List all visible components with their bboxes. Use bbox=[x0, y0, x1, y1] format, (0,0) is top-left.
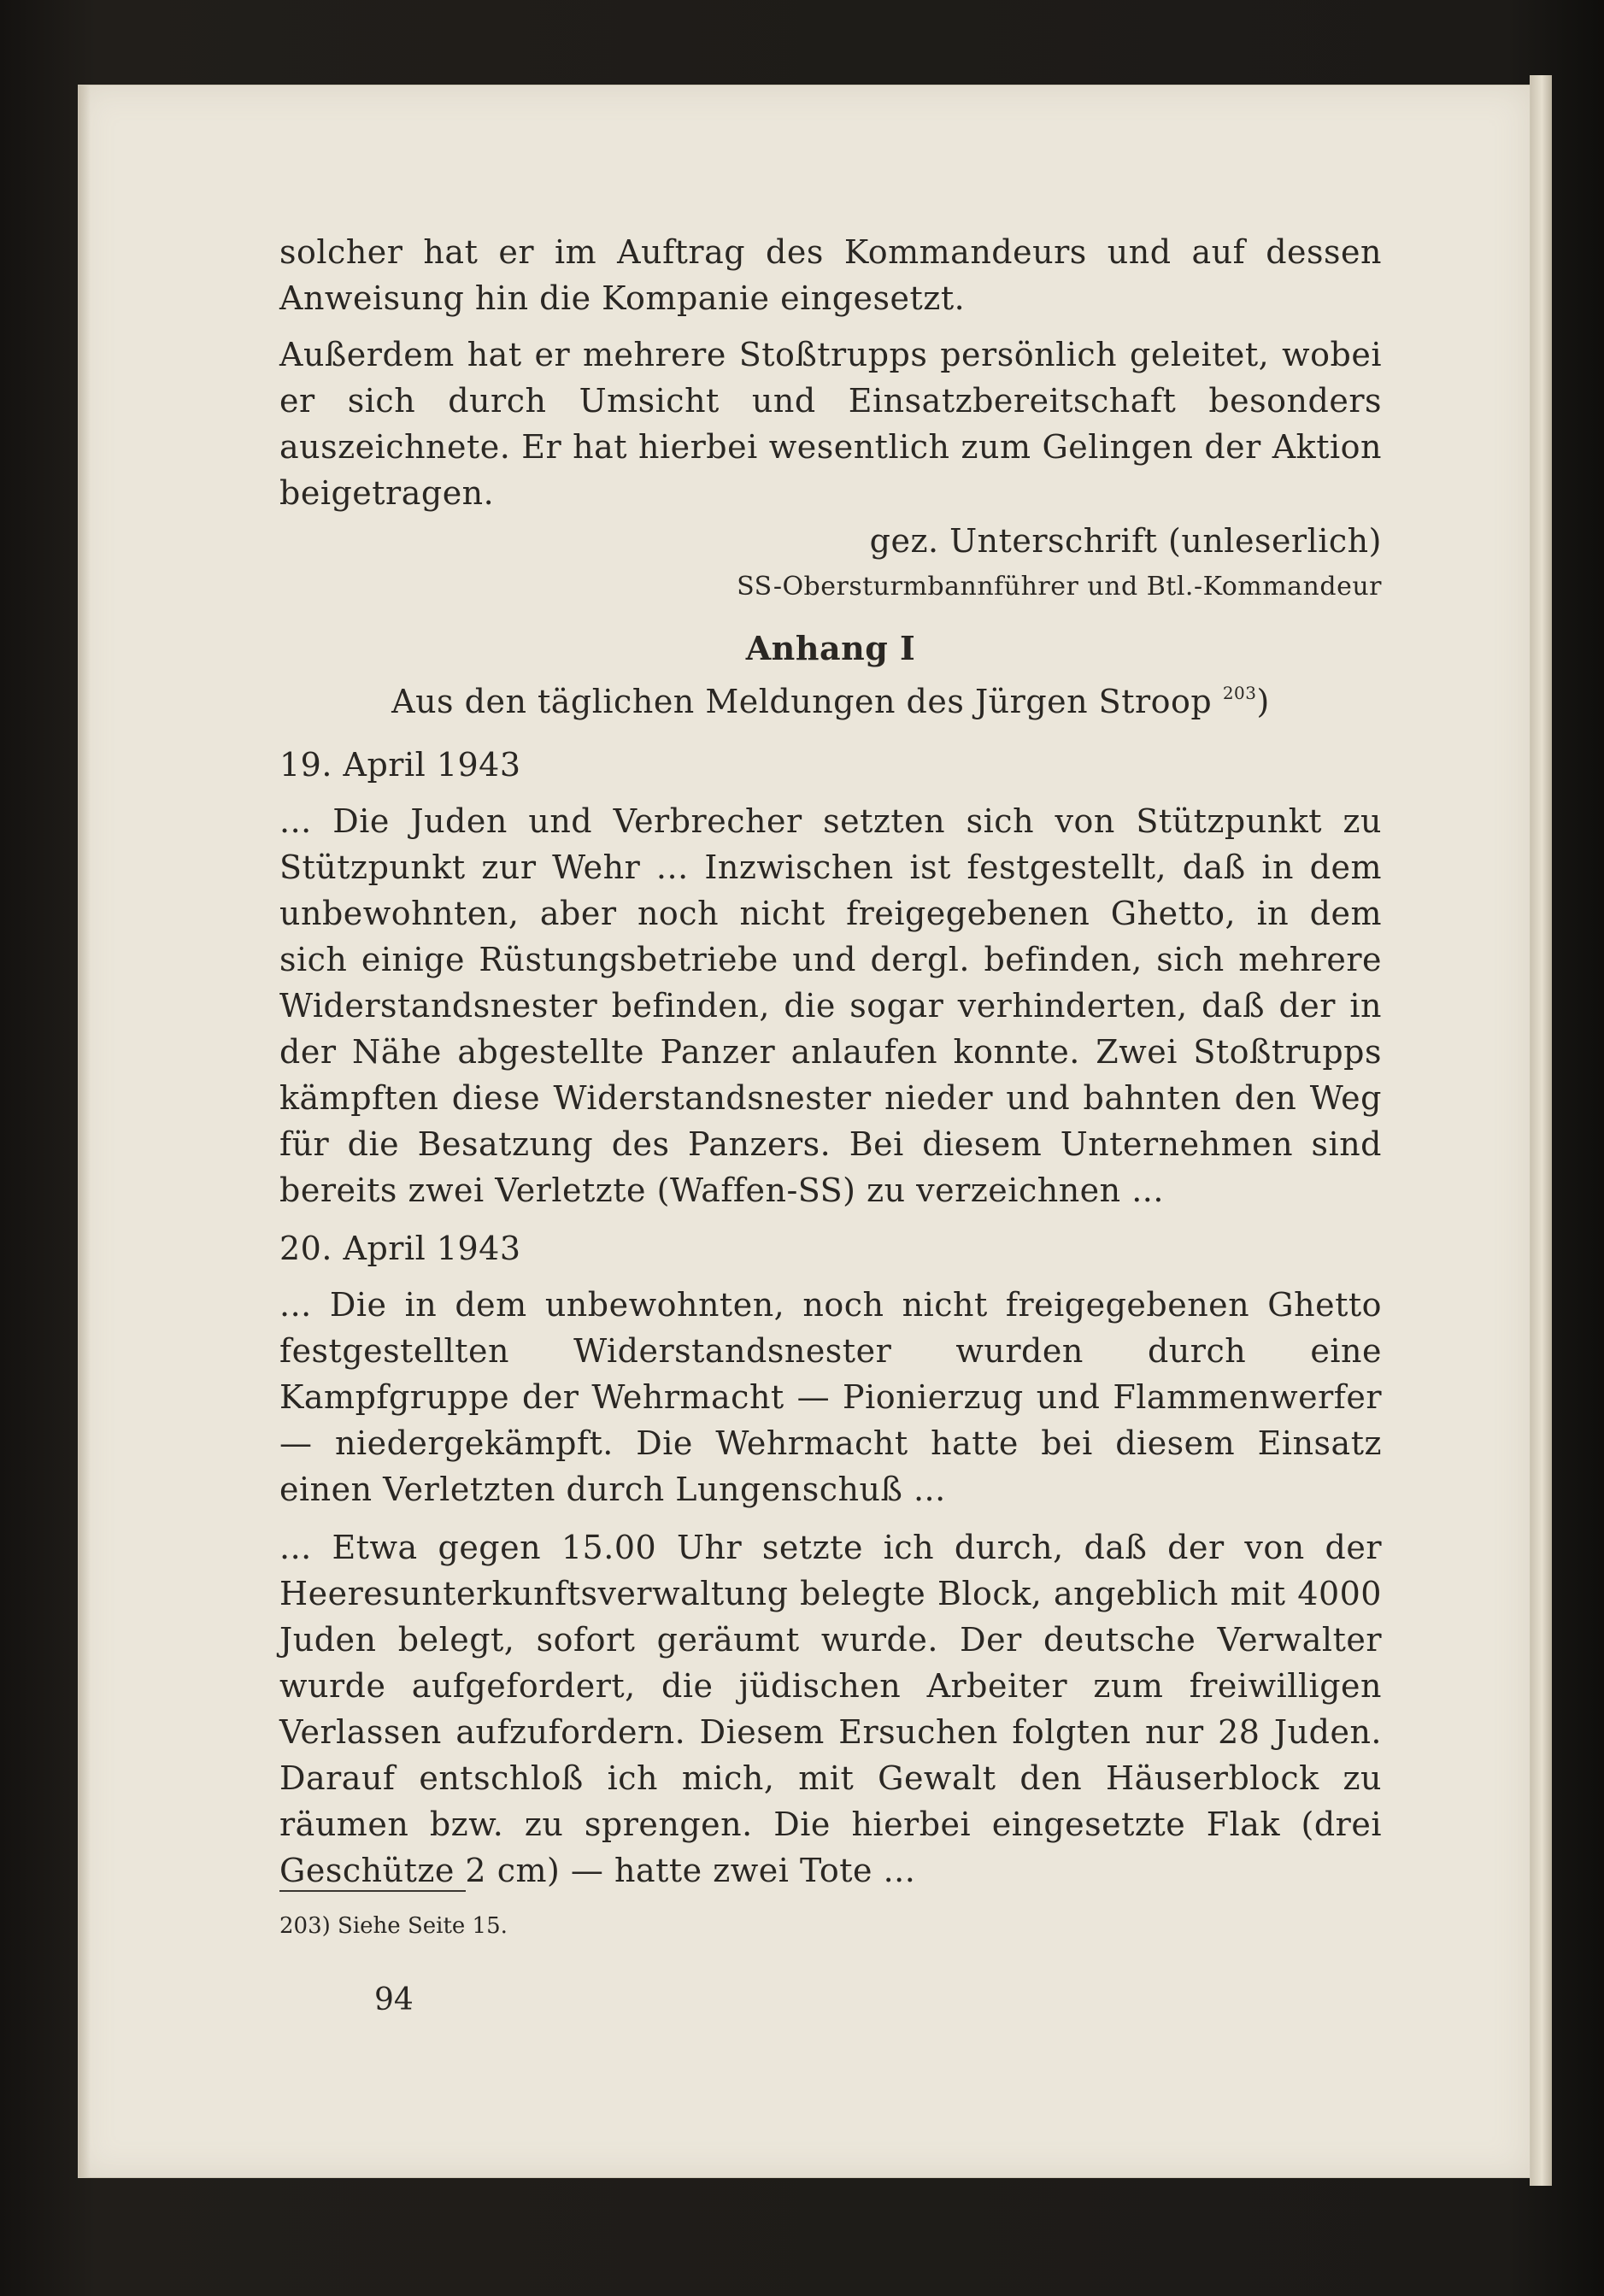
paragraph-report-19-april: ... Die Juden und Verbrecher setzten sich von Stützpunkt zu Stützpunkt zur Wehr ... Inzwischen ist festgestellt, daß in dem unbewohnten, aber noch nicht freigegebenen Ghetto, in dem sich einige Rüstungsbetriebe und dergl. befinden, sich mehrere Widerstandsnester befinden, die sogar verhinderten, daß der in der Nähe abgestellte Panzer anlaufen konnte. Zwei Stoßtrupps kämpften diese Widerstandsnester nieder und bahnten den Weg für die Besatzung des Panzers. Bei diesem Unternehmen sind bereits zwei Verletzte (Waffen-SS) zu verzeichnen ... bbox=[279, 802, 1382, 1209]
paragraph-report-20-april-1: ... Die in dem unbewohnten, noch nicht freigegebenen Ghetto festgestellten Widerstandsnester wurden durch eine Kampfgruppe der Wehrmacht — Pionierzug und Flammenwerfer — niedergekämpft. Die Wehrmacht hatte bei diesem Einsatz einen Verletzten durch Lungenschuß ... bbox=[279, 1286, 1382, 1508]
page-number: 94 bbox=[374, 1982, 414, 2017]
date-heading-20-april: 20. April 1943 bbox=[279, 1230, 521, 1267]
signature-line: gez. Unterschrift (unleserlich) bbox=[869, 522, 1382, 560]
footnote-203: 203) Siehe Seite 15. bbox=[279, 1913, 508, 1939]
date-heading-19-april: 19. April 1943 bbox=[279, 746, 521, 784]
appendix-subtitle-paren: ) bbox=[1256, 683, 1270, 720]
main-text-column bbox=[279, 229, 1382, 1894]
appendix-subtitle bbox=[279, 678, 1382, 725]
footnote-reference: 203 bbox=[1222, 683, 1257, 703]
appendix-subtitle-text: Aus den täglichen Meldungen des Jürgen Stroop bbox=[391, 683, 1213, 720]
paragraph-report-20-april-2: ... Etwa gegen 15.00 Uhr setzte ich durch, daß der von der Heeresunterkunftsverwaltung belegte Block, angeblich mit 4000 Juden belegt, sofort geräumt wurde. Der deutsche Verwalter wurde aufgefordert, die jüdischen Arbeiter zum freiwilligen Verlassen aufzufordern. Diesem Ersuchen folgten nur 28 Juden. Darauf entschloß ich mich, mit Gewalt den Häuserblock zu räumen bzw. zu sprengen. Die hierbei eingesetzte Flak (drei Geschütze 2 cm) — hatte zwei Tote ... bbox=[279, 1529, 1382, 1889]
appendix-heading: Anhang I bbox=[745, 629, 916, 667]
footnote-rule bbox=[279, 1890, 466, 1892]
page-edge-shadow bbox=[79, 85, 91, 2177]
paragraph-commendation-detail: Außerdem hat er mehrere Stoßtrupps persönlich geleitet, wobei er sich durch Umsicht und Einsatzbereitschaft besonders auszeichnete. Er hat hierbei wesentlich zum Gelingen der Aktion beigetragen. bbox=[279, 336, 1382, 512]
signature-title: SS-Obersturmbannführer und Btl.-Kommandeur bbox=[737, 572, 1382, 602]
book-spine-edge bbox=[1530, 75, 1552, 2186]
paragraph-commendation-end: solcher hat er im Auftrag des Kommandeurs und auf dessen Anweisung hin die Kompanie eingesetzt. bbox=[279, 233, 1382, 317]
